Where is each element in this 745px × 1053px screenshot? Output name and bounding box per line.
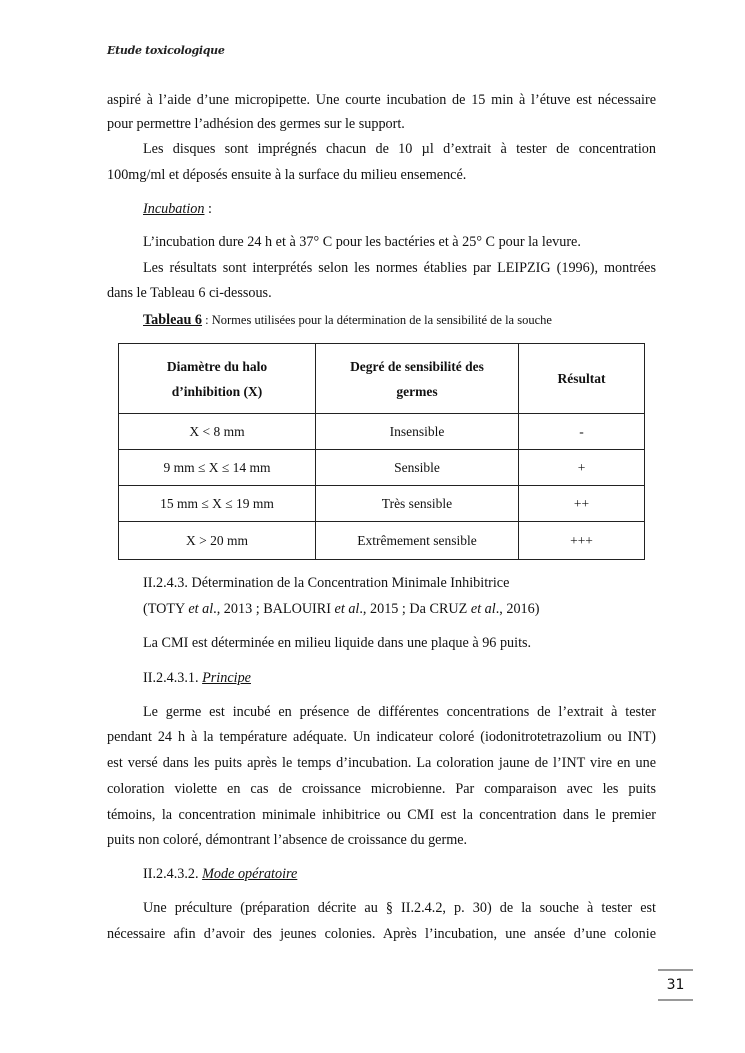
ref-text: ., 2015 ; Da CRUZ — [359, 601, 471, 617]
subsection-heading — [143, 669, 656, 687]
page-number: 31 — [658, 969, 693, 1001]
body-line: est versé dans les puits après le temps d’incubation. La coloration jaune de l’INT vire en une — [107, 755, 656, 771]
header-text: Degré de sensibilité des — [350, 358, 484, 374]
body-line: Le germe est incubé en présence de différentes concentrations de l’extrait à tester — [143, 704, 656, 720]
header-cell: Résultat — [519, 344, 645, 414]
body-line: Une préculture (préparation décrite au § II.2.4.2, p. 30) de la souche à tester est — [143, 900, 656, 916]
body-line: puits non coloré, démontrant l’absence de croissance du germe. — [107, 832, 468, 848]
table-cell: Extrêmement sensible — [316, 522, 519, 560]
subsection-number: II.2.4.3.1. — [143, 670, 203, 686]
body-line: dans le Tableau 6 ci-dessous. — [107, 285, 272, 301]
subsection-title: Principe — [202, 670, 251, 686]
section-heading: II.2.4.3. Détermination de la Concentration Minimale Inhibitrice — [143, 575, 510, 591]
running-header: Etude toxicologique — [107, 44, 225, 57]
body-line: pour permettre l’adhésion des germes sur le support. — [107, 116, 405, 132]
table-caption — [143, 311, 656, 329]
colon: : — [204, 201, 212, 217]
body-line: pendant 24 h à la température adéquate. Un indicateur coloré (iodonitrotetrazolium ou INT) — [107, 729, 656, 745]
table-header-row — [119, 344, 645, 414]
table-row — [119, 414, 645, 450]
table-cell: X < 8 mm — [119, 414, 316, 450]
table-cell: ++ — [519, 486, 645, 522]
incubation-heading — [143, 200, 656, 218]
table-row — [119, 486, 645, 522]
incubation-title: Incubation — [143, 201, 205, 217]
table-cell: Très sensible — [316, 486, 519, 522]
header-text: germes — [396, 383, 438, 399]
table-caption-text: : Normes utilisées pour la détermination de la sensibilité de la souche — [202, 313, 552, 327]
table-cell: +++ — [519, 522, 645, 560]
ref-text: (TOTY — [143, 601, 189, 617]
body-line: Les résultats sont interprétés selon les normes établies par LEIPZIG (1996), montrées — [143, 260, 656, 276]
header-text: Diamètre du halo — [166, 358, 268, 374]
body-line: 100mg/ml et déposés ensuite à la surface du milieu ensemencé. — [107, 167, 467, 183]
body-line: La CMI est déterminée en milieu liquide dans une plaque à 96 puits. — [143, 635, 532, 651]
table-cell: 15 mm ≤ X ≤ 19 mm — [119, 486, 316, 522]
header-cell — [316, 344, 519, 414]
body-line: nécessaire afin d’avoir des jeunes colonies. Après l’incubation, une ansée d’une colonie — [107, 926, 656, 942]
subsection-title: Mode opératoire — [202, 866, 298, 882]
table-cell: Insensible — [316, 414, 519, 450]
body-line: L’incubation dure 24 h et à 37° C pour les bactéries et à 25° C pour la levure. — [143, 234, 581, 250]
ref-text: ., 2013 ; BALOUIRI — [213, 601, 335, 617]
table-caption-label: Tableau 6 — [143, 312, 203, 328]
body-line: aspiré à l’aide d’une micropipette. Une courte incubation de 15 min à l’étuve est nécessaire — [107, 92, 656, 108]
table-row — [119, 522, 645, 560]
table-cell: + — [519, 450, 645, 486]
sensitivity-table — [118, 343, 645, 560]
table-cell: 9 mm ≤ X ≤ 14 mm — [119, 450, 316, 486]
body-line: témoins, la concentration minimale inhibitrice ou CMI est la concentration dans le premier — [107, 807, 656, 823]
table-cell: X > 20 mm — [119, 522, 316, 560]
ref-etal: et al — [334, 601, 360, 617]
references-line — [143, 600, 656, 618]
ref-etal: et al — [470, 601, 496, 617]
header-cell — [119, 344, 316, 414]
table-row — [119, 450, 645, 486]
subsection-heading — [143, 865, 656, 883]
ref-text: ., 2016) — [495, 601, 540, 617]
subsection-number: II.2.4.3.2. — [143, 866, 203, 882]
body-line: coloration violette en cas de croissance microbienne. Par comparaison avec les puits — [107, 781, 656, 797]
ref-etal: et al — [188, 601, 214, 617]
header-text: d’inhibition (X) — [171, 383, 263, 399]
table-cell: - — [519, 414, 645, 450]
body-line: Les disques sont imprégnés chacun de 10 µl d’extrait à tester de concentration — [143, 141, 656, 157]
table-cell: Sensible — [316, 450, 519, 486]
